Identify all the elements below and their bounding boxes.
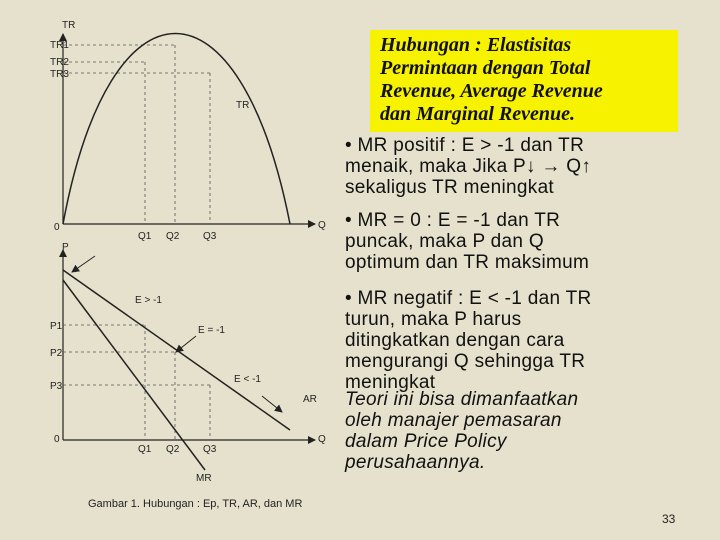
tr3-tick: TR3 bbox=[50, 69, 69, 80]
bottom-q2-tick: Q2 bbox=[166, 444, 180, 455]
tr1-tick: TR1 bbox=[50, 40, 69, 51]
p1-tick: P1 bbox=[50, 321, 63, 332]
title-line-2: Permintaan dengan Total bbox=[380, 57, 591, 79]
top-origin-label: 0 bbox=[54, 222, 60, 233]
e-gt-arrow bbox=[72, 256, 95, 272]
e-lt-arrow bbox=[262, 396, 282, 412]
top-x-axis-label: Q bbox=[318, 220, 326, 231]
note-text: Teori ini bisa dimanfaatkan oleh manajer pemasaran dalam Price Policy perusahaannya. bbox=[345, 389, 579, 473]
bottom-q3-tick: Q3 bbox=[203, 444, 217, 455]
top-q3-tick: Q3 bbox=[203, 231, 217, 242]
top-y-axis-label: TR bbox=[62, 20, 76, 31]
e-lt-label: E < -1 bbox=[234, 374, 261, 385]
e-eq-label: E = -1 bbox=[198, 325, 225, 336]
page-number: 33 bbox=[662, 512, 676, 526]
point-mr-zero: • MR = 0 : E = -1 dan TR puncak, maka P dan Q optimum dan TR maksimum bbox=[345, 210, 590, 273]
tr-curve bbox=[63, 34, 290, 225]
tr2-tick: TR2 bbox=[50, 57, 69, 68]
bottom-q1-tick: Q1 bbox=[138, 444, 152, 455]
top-q1-tick: Q1 bbox=[138, 231, 152, 242]
e-gt-label: E > -1 bbox=[135, 295, 162, 306]
title-line-3: Revenue, Average Revenue bbox=[380, 80, 603, 102]
tr-curve-label: TR bbox=[236, 100, 250, 111]
elasticity-revenue-diagram bbox=[0, 0, 340, 520]
p2-tick: P2 bbox=[50, 348, 63, 359]
title-box bbox=[370, 30, 678, 132]
e-eq-arrow bbox=[176, 336, 196, 352]
top-q2-tick: Q2 bbox=[166, 231, 180, 242]
mr-line bbox=[63, 280, 205, 470]
bottom-y-axis-label: P bbox=[62, 242, 69, 253]
figure-caption: Gambar 1. Hubungan : Ep, TR, AR, dan MR bbox=[88, 498, 303, 510]
title-line-1: Hubungan : Elastisitas bbox=[380, 34, 572, 56]
ar-line bbox=[63, 270, 290, 430]
p3-tick: P3 bbox=[50, 381, 63, 392]
ar-label: AR bbox=[303, 394, 317, 405]
bottom-x-axis-label: Q bbox=[318, 434, 326, 445]
title-line-4: dan Marginal Revenue. bbox=[380, 103, 576, 125]
bottom-origin-label: 0 bbox=[54, 434, 60, 445]
point-mr-negative: • MR negatif : E < -1 dan TR turun, maka P harus ditingkatkan dengan cara mengurangi Q sehingga TR meningkat bbox=[345, 288, 592, 393]
point-mr-positive: • MR positif : E > -1 dan TR menaik, maka Jika P↓ → Q↑ sekaligus TR meningkat bbox=[345, 135, 592, 198]
mr-label: MR bbox=[196, 473, 212, 484]
